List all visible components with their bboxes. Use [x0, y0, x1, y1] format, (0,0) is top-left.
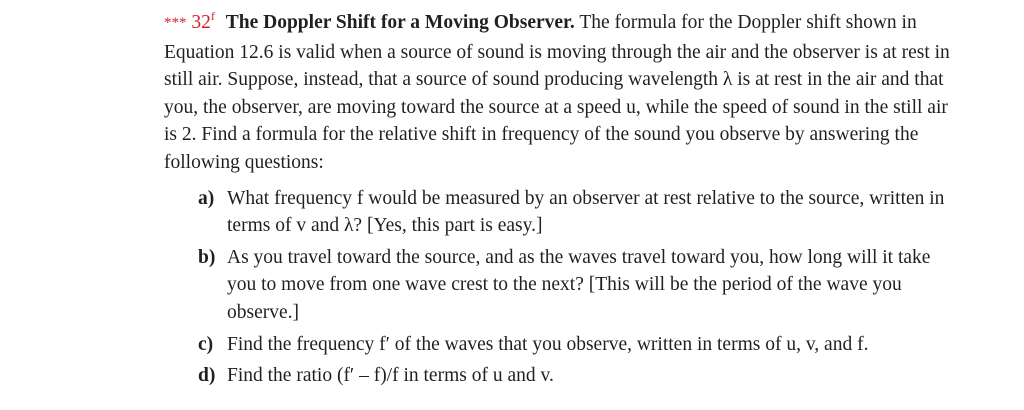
part-d	[198, 362, 954, 390]
problem-intro-text: The formula for the Doppler shift shown in Equation 12.6 is valid when a source of sound is moving through the air and the observer is at rest in still air. Suppose, instead, that a source of sound producing wavelength λ is at rest in the air and that you, the observer, are moving toward the source at a speed u, while the speed of sound in the still air is 2. Find a formula for the relative shift in frequency of the sound you observe by answering the following questions:	[164, 12, 950, 173]
part-label: d)	[198, 365, 216, 387]
problem-superscript: f	[210, 9, 215, 23]
difficulty-stars: ***	[164, 15, 187, 31]
part-a	[198, 185, 954, 240]
problem-32	[164, 9, 954, 394]
part-text: Find the frequency f′ of the waves that you observe, written in terms of u, v, and f.	[227, 333, 869, 355]
part-text: What frequency f would be measured by an observer at rest relative to the source, written in terms of v and λ? [Yes, this part is easy.]	[227, 187, 945, 237]
part-c	[198, 331, 954, 359]
part-label: a)	[198, 187, 215, 209]
problem-parts	[198, 185, 954, 390]
part-label: b)	[198, 246, 216, 268]
problem-title: The Doppler Shift for a Moving Observer.	[225, 12, 575, 33]
part-text: Find the ratio (f′ – f)/f in terms of u and v.	[227, 365, 554, 387]
part-text: As you travel toward the source, and as the waves travel toward you, how long will it take you to move from one wave crest to the next? [This will be the period of the wave you observe.]	[227, 246, 931, 323]
part-label: c)	[198, 333, 214, 355]
problem-number: 32	[191, 12, 211, 33]
part-b	[198, 244, 954, 327]
problem-intro	[164, 9, 954, 177]
